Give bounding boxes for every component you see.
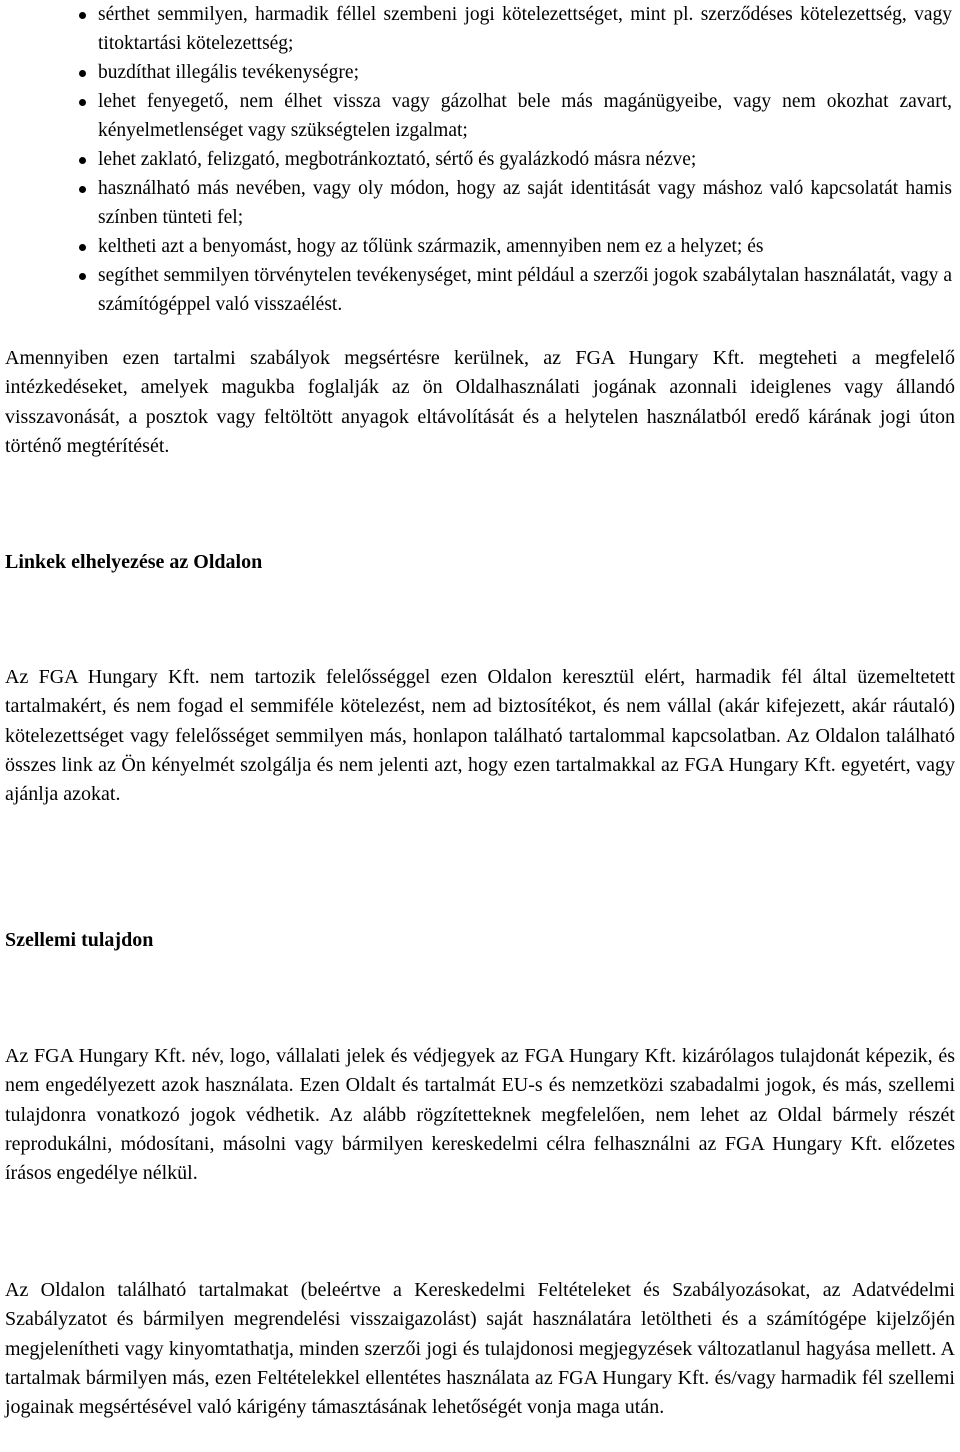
- bullet-icon: [79, 186, 86, 193]
- list-item: [0, 0, 960, 58]
- prohibited-content-list: [0, 0, 960, 319]
- links-heading: Linkek elhelyezése az Oldalon: [5, 551, 263, 573]
- links-paragraph: Az FGA Hungary Kft. nem tartozik felelősséggel ezen Oldalon keresztül elért, harmadik fél által üzemeltetett tartalmakért, és nem fogad el semmiféle kötelezést, nem ad biztosítékot, és nem vállal (akár kifejezett, akár ráutaló) kötelezettséget vagy felelősséget semmilyen más, honlapon található tartalommal kapcsolatban. Az Oldalon található összes link az Ön kényelmét szolgálja és nem jelenti azt, hogy ezen tartalmakkal az FGA Hungary Kft. egyetért, vagy ajánlja azokat.: [5, 666, 955, 806]
- list-item-text: sérthet semmilyen, harmadik féllel szembeni jogi kötelezettséget, mint pl. szerződéses kötelezettség, vagy titoktartási kötelezettség;: [98, 4, 952, 54]
- list-item: [0, 58, 960, 87]
- list-item-text: használható más nevében, vagy oly módon, hogy az saját identitását vagy máshoz való kapcsolatát hamis színben tünteti fel;: [98, 178, 952, 228]
- list-item: [0, 145, 960, 174]
- list-item-text: segíthet semmilyen törvénytelen tevékenységet, mint például a szerzői jogok szabálytalan használatát, vagy a számítógéppel való visszaélést.: [98, 265, 952, 315]
- bullet-icon: [79, 70, 86, 77]
- bullet-icon: [79, 12, 86, 19]
- bullet-icon: [79, 99, 86, 106]
- list-item: [0, 87, 960, 145]
- list-item-text: keltheti azt a benyomást, hogy az tőlünk származik, amennyiben nem ez a helyzet; és: [98, 236, 764, 257]
- list-item: [0, 261, 960, 319]
- list-item-text: lehet fenyegető, nem élhet vissza vagy gázolhat bele más magánügyeibe, vagy nem okozhat zavart, kényelmetlenséget vagy szükségtelen izgalmat;: [98, 91, 952, 141]
- ip-paragraph-1: Az FGA Hungary Kft. név, logo, vállalati jelek és védjegyek az FGA Hungary Kft. kizárólagos tulajdonát képezik, és nem engedélyezett azok használata. Ezen Oldalt és tartalmát EU-s és nemzetközi szabadalmi jogok, és más, szellemi tulajdonra vonatkozó jogok védhetik. Az alább rögzítetteknek megfelelően, nem lehet az Oldal bármely részét reprodukálni, módosítani, másolni vagy bármilyen kereskedelmi célra felhasználni az FGA Hungary Kft. előzetes írásos engedélye nélkül.: [5, 1045, 955, 1185]
- list-item-text: buzdíthat illegális tevékenységre;: [98, 62, 359, 83]
- list-item: [0, 232, 960, 261]
- bullet-icon: [79, 244, 86, 251]
- consequences-paragraph: Amennyiben ezen tartalmi szabályok megsértésre kerülnek, az FGA Hungary Kft. megteheti a megfelelő intézkedéseket, amelyek magukba foglalják az ön Oldalhasználati jogának azonnali ideiglenes vagy állandó visszavonását, a posztok vagy feltöltött anyagok eltávolítását és a helytelen használatból eredő kárának jogi úton történő megtérítését.: [5, 347, 955, 457]
- bullet-icon: [79, 273, 86, 280]
- list-item-text: lehet zaklató, felizgató, megbotránkoztató, sértő és gyalázkodó másra nézve;: [98, 149, 697, 170]
- list-item: [0, 174, 960, 232]
- ip-heading: Szellemi tulajdon: [5, 929, 154, 951]
- ip-paragraph-2: Az Oldalon található tartalmakat (beleértve a Kereskedelmi Feltételeket és Szabályozásokat, az Adatvédelmi Szabályzatot és bármilyen megrendelési visszaigazolást) saját használatára letöltheti és a számítógépe kijelzőjén megjelenítheti vagy kinyomtathatja, minden szerzői jogi és tulajdonosi megjegyzések változatlanul hagyása mellett. A tartalmak bármilyen más, ezen Feltételekkel ellentétes használata az FGA Hungary Kft. és/vagy harmadik fél szellemi jogainak megsértésével való kárigény támasztásának lehetőségét vonja maga után.: [5, 1279, 955, 1419]
- bullet-icon: [79, 157, 86, 164]
